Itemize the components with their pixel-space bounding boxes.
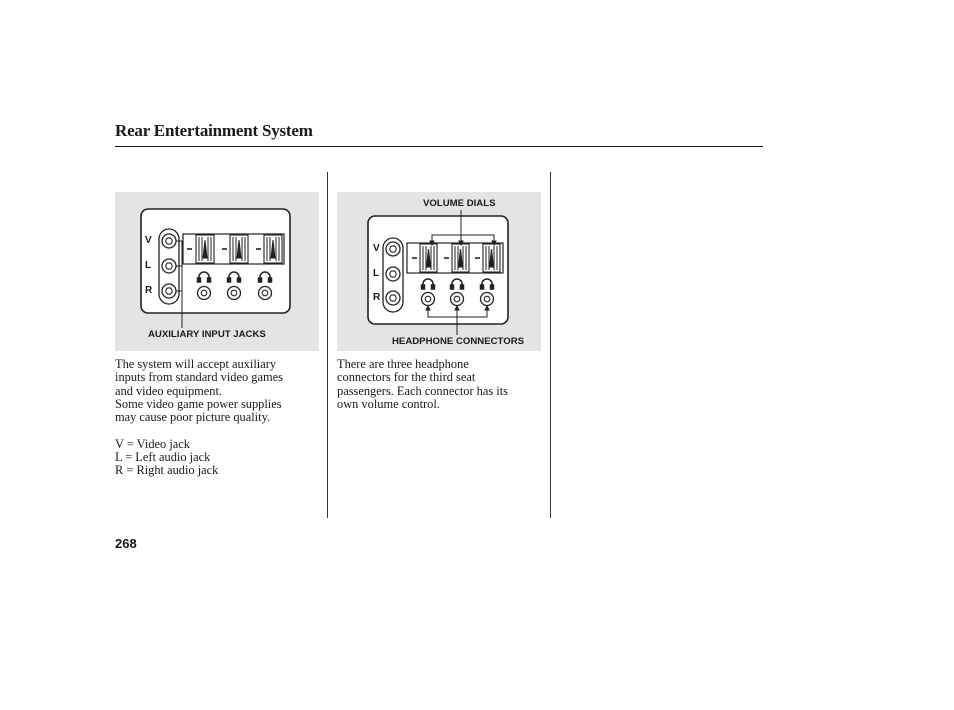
jack-letter-l-right: L (373, 268, 380, 279)
jack-letter-r: R (145, 285, 153, 296)
legend-right-audio: R = Right audio jack (115, 463, 219, 478)
volume-dials-label: VOLUME DIALS (423, 198, 496, 209)
jack-letter-l: L (145, 260, 152, 271)
legend-video: V = Video jack (115, 436, 190, 451)
text-line: may cause poor picture quality. (115, 410, 271, 425)
column-divider-2 (550, 172, 551, 518)
auxiliary-jacks-figure (115, 192, 319, 351)
auxiliary-panel-drawing (115, 192, 319, 351)
page-title: Rear Entertainment System (115, 121, 313, 140)
title-divider (115, 146, 763, 147)
column-divider-1 (327, 172, 328, 518)
volume-dial-strip (183, 234, 284, 264)
auxiliary-description (115, 358, 325, 478)
headphone-panel-drawing (337, 192, 541, 351)
legend-left-audio: L = Left audio jack (115, 450, 211, 465)
text-line: There are three headphone (337, 357, 469, 371)
text-line: and video equipment. (115, 383, 223, 398)
text-line: The system will accept auxiliary (115, 357, 277, 371)
text-line: inputs from standard video games (115, 370, 283, 385)
headphone-description (337, 358, 547, 411)
headphone-connectors-label: HEADPHONE CONNECTORS (392, 336, 525, 347)
jack-letter-r-right: R (373, 292, 381, 303)
jack-letter-v-right: V (373, 243, 380, 254)
auxiliary-input-jacks-label: AUXILIARY INPUT JACKS (148, 329, 266, 340)
jack-letter-v: V (145, 235, 152, 246)
text-line: passengers. Each connector has its (337, 383, 509, 398)
text-line: own volume control. (337, 396, 440, 411)
text-line: Some video game power supplies (115, 396, 282, 411)
volume-dial-strip-right (407, 243, 503, 273)
page-number: 268 (115, 536, 137, 551)
headphone-connectors-figure (337, 192, 541, 351)
text-line: connectors for the third seat (337, 370, 476, 385)
